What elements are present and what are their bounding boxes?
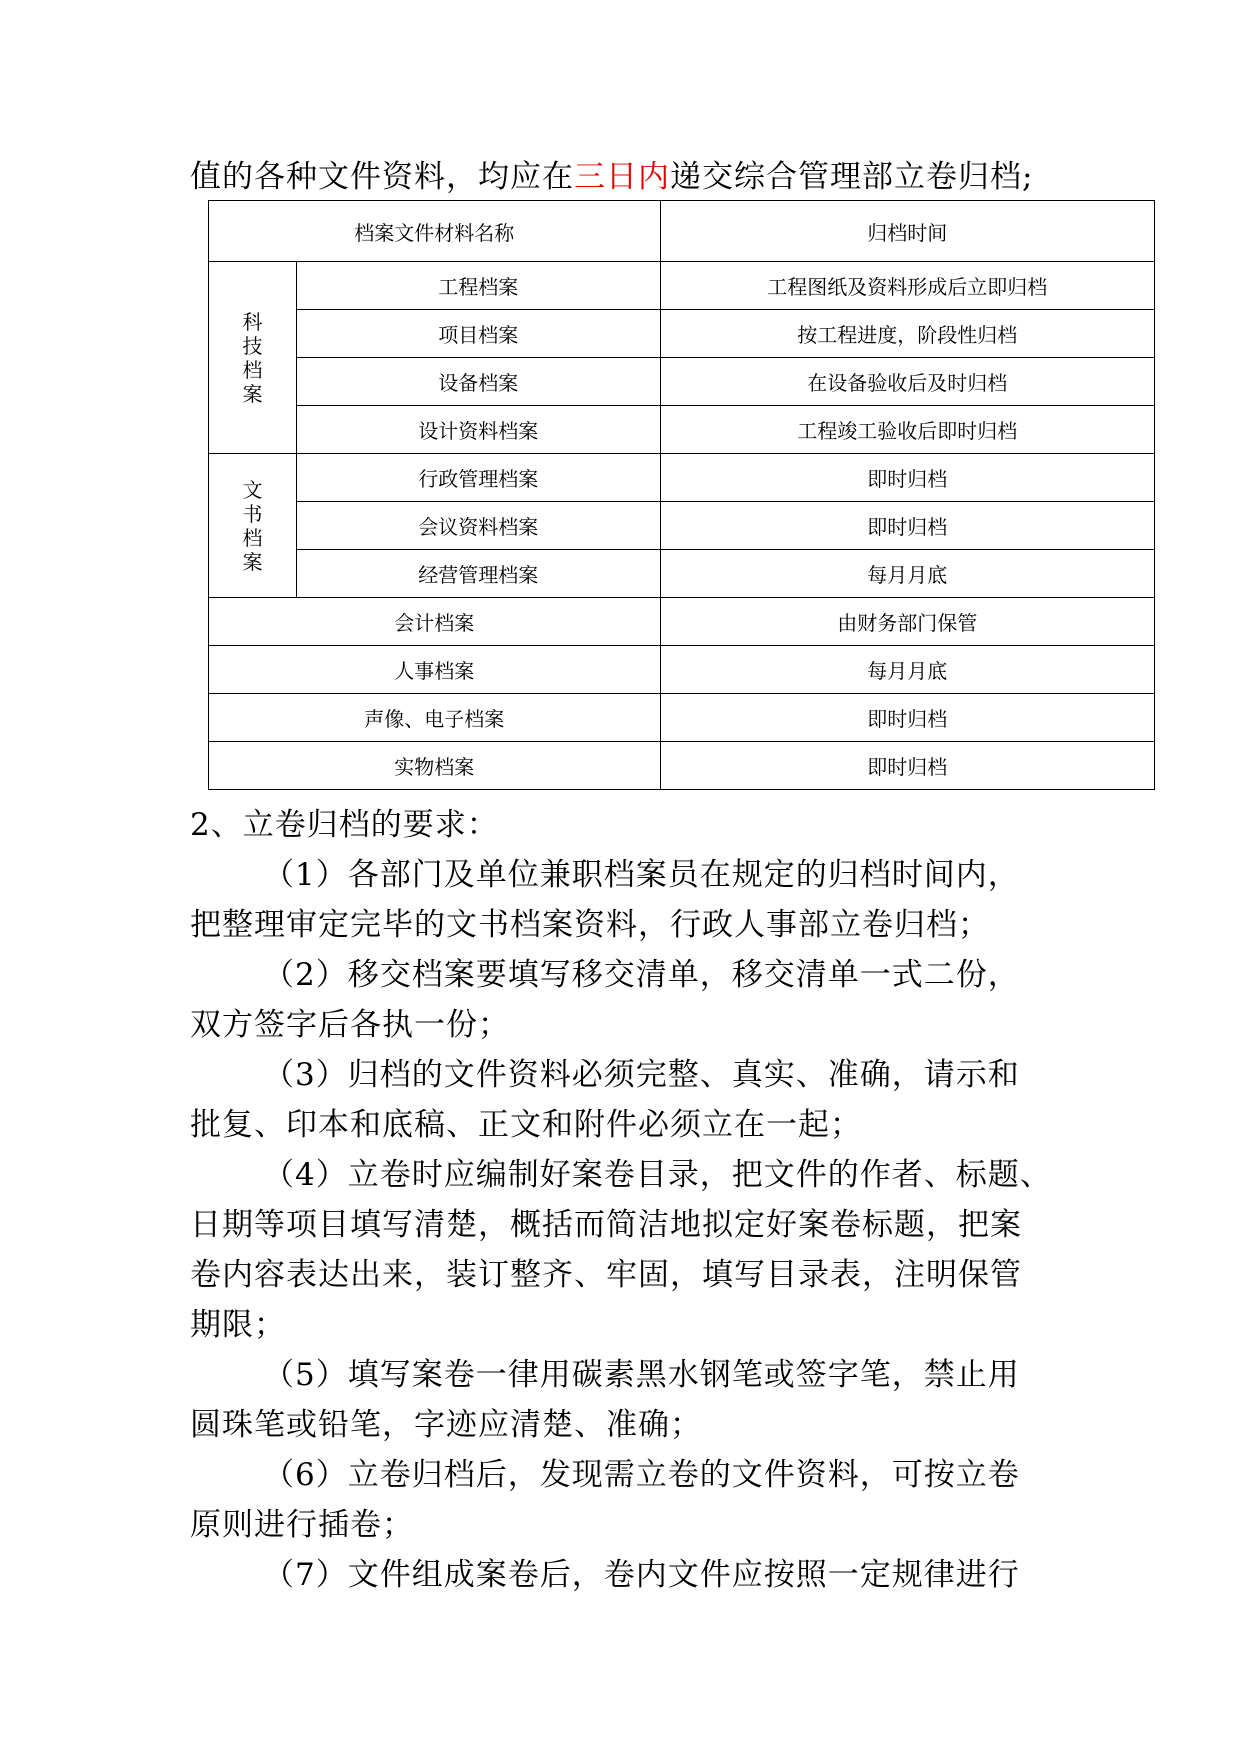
paragraph-line: 原则进行插卷； [190,1507,414,1543]
row-name: 项目档案 [296,310,660,358]
paragraph-line: （5）填写案卷一律用碳素黑水钢笔或签字笔，禁止用 [263,1357,1020,1393]
category-label: 科技档案 [242,309,263,406]
row-name: 人事档案 [209,646,661,694]
paragraph-line: （2）移交档案要填写移交清单，移交清单一式二份， [263,957,1020,993]
intro-text-before: 值的各种文件资料，均应在 [190,159,574,195]
intro-line [190,152,1033,202]
table-row [209,502,1155,550]
section-heading: 2、立卷归档的要求： [190,807,499,843]
paragraph-line: （3）归档的文件资料必须完整、真实、准确，请示和 [263,1057,1020,1093]
category-cell [209,262,297,454]
row-name: 声像、电子档案 [209,694,661,742]
table-row [209,310,1155,358]
row-time: 每月月底 [660,550,1154,598]
category-cell [209,454,297,598]
paragraph-line: （1）各部门及单位兼职档案员在规定的归档时间内， [263,857,1020,893]
paragraph-line: 把整理审定完毕的文书档案资料，行政人事部立卷归档； [190,907,990,943]
table-row [209,694,1155,742]
paragraph-line: （4）立卷时应编制好案卷目录，把文件的作者、标题、 [263,1157,1052,1193]
row-time: 即时归档 [660,742,1154,790]
archive-table [208,200,1155,790]
header-name: 档案文件材料名称 [209,201,661,262]
table-row [209,598,1155,646]
row-time: 即时归档 [660,454,1154,502]
row-name: 行政管理档案 [296,454,660,502]
table-row [209,262,1155,310]
row-name: 设备档案 [296,358,660,406]
row-name: 会计档案 [209,598,661,646]
row-name: 经营管理档案 [296,550,660,598]
row-time: 由财务部门保管 [660,598,1154,646]
row-time: 按工程进度，阶段性归档 [660,310,1154,358]
row-time: 在设备验收后及时归档 [660,358,1154,406]
row-time: 即时归档 [660,694,1154,742]
intro-mark: ; [1022,159,1034,195]
row-name: 设计资料档案 [296,406,660,454]
table-row [209,550,1155,598]
table-row [209,742,1155,790]
category-label: 文书档案 [242,477,263,574]
paragraph-line: （6）立卷归档后，发现需立卷的文件资料，可按立卷 [263,1457,1020,1493]
paragraph-line: 双方签字后各执一份； [190,1007,510,1043]
paragraph-line: （7）文件组成案卷后，卷内文件应按照一定规律进行 [263,1557,1020,1593]
table-header-row [209,201,1155,262]
row-time: 工程竣工验收后即时归档 [660,406,1154,454]
table-row [209,406,1155,454]
header-time: 归档时间 [660,201,1154,262]
paragraph-line: 期限； [190,1307,286,1343]
paragraph-line: 日期等项目填写清楚，概括而简洁地拟定好案卷标题，把案 [190,1207,1022,1243]
table-row [209,454,1155,502]
paragraph-line: 卷内容表达出来，装订整齐、牢固，填写目录表，注明保管 [190,1257,1022,1293]
intro-text-after: 递交综合管理部立卷归档 [670,159,1022,195]
row-name: 实物档案 [209,742,661,790]
intro-highlight: 三日内 [574,159,670,195]
row-time: 工程图纸及资料形成后立即归档 [660,262,1154,310]
row-time: 每月月底 [660,646,1154,694]
paragraph-line: 批复、印本和底稿、正文和附件必须立在一起； [190,1107,862,1143]
row-name: 会议资料档案 [296,502,660,550]
paragraph-line: 圆珠笔或铅笔，字迹应清楚、准确； [190,1407,702,1443]
row-name: 工程档案 [296,262,660,310]
row-time: 即时归档 [660,502,1154,550]
table-row [209,646,1155,694]
table-row [209,358,1155,406]
